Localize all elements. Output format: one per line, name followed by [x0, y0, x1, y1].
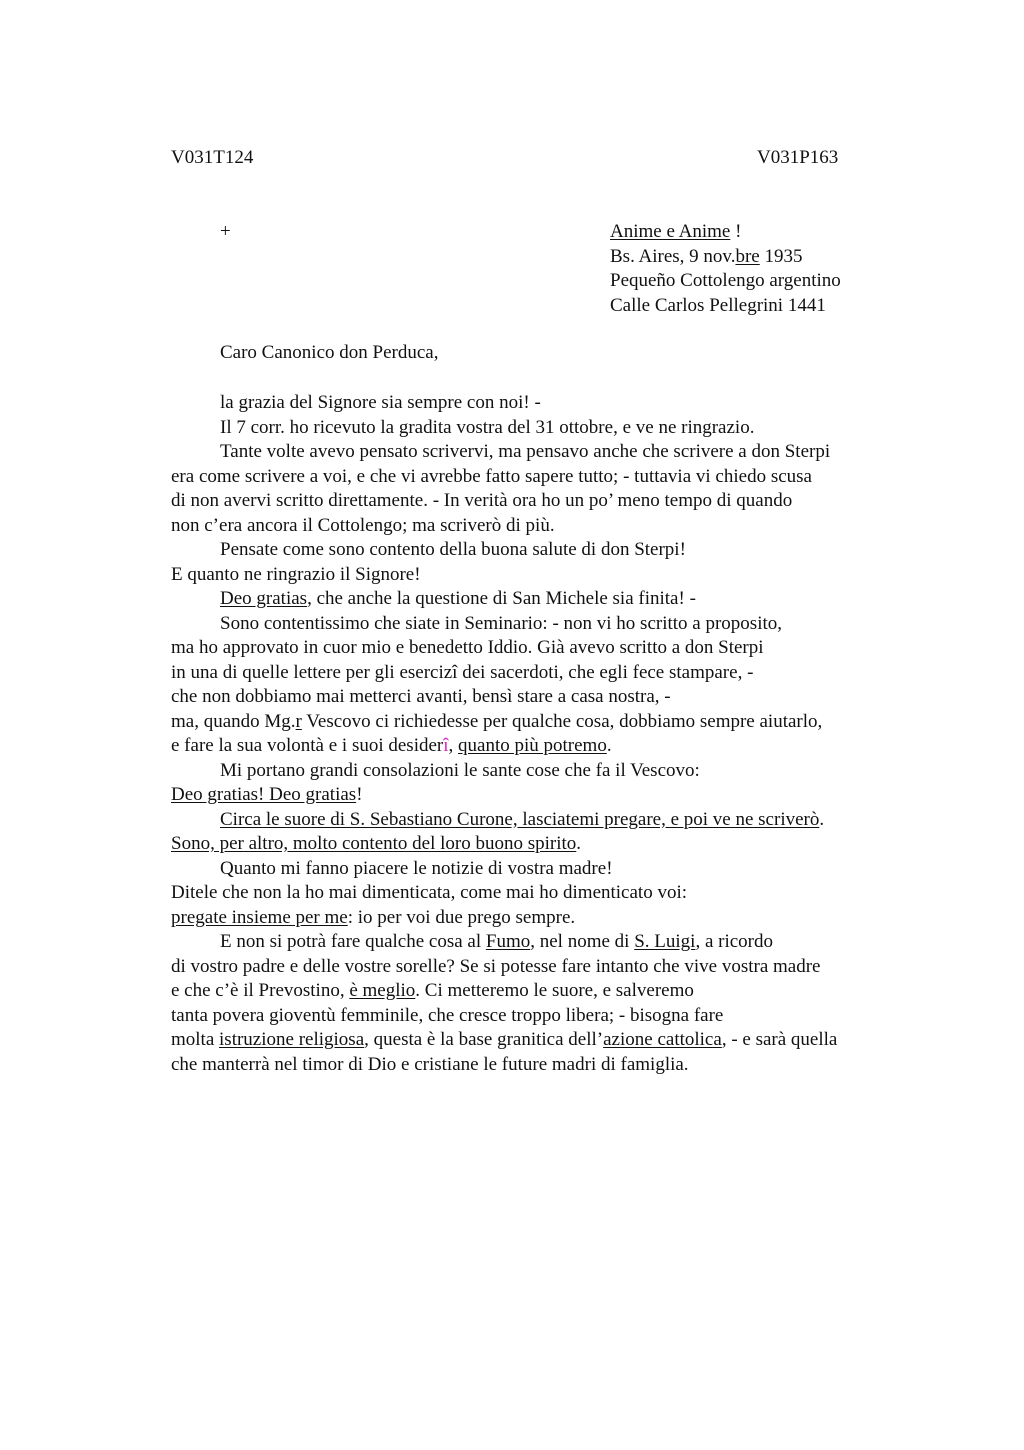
street-line: Calle Carlos Pellegrini 1441 — [610, 294, 826, 316]
text-line: pregate insieme per me: io per voi due prego sempre. — [171, 906, 576, 928]
text-line: Pensate come sono contento della buona salute di don Sterpi! — [220, 539, 686, 560]
text-line: Circa le suore di S. Sebastiano Curone, lasciatemi pregare, e poi ve ne scriverò. — [220, 808, 825, 830]
text-line: Ditele che non la ho mai dimenticata, come mai ho dimenticato voi: — [171, 882, 688, 903]
cross-mark: + — [220, 221, 231, 242]
text-line: in una di quelle lettere per gli esercizî dei sacerdoti, che egli fece stampare, - — [171, 661, 754, 683]
text-line: Il 7 corr. ho ricevuto la gradita vostra del 31 ottobre, e ve ne ringrazio. — [220, 416, 755, 438]
text-line: ma ho approvato in cuor mio e benedetto Iddio. Già avevo scritto a don Sterpi — [171, 637, 764, 658]
address-block — [610, 220, 841, 318]
text-line: Quanto mi fanno piacere le notizie di vostra madre! — [220, 857, 613, 879]
text-line: non c’era ancora il Cottolengo; ma scriverò di più. — [171, 514, 555, 536]
text-line: ma, quando Mg.r Vescovo ci richiedesse per qualche cosa, dobbiamo sempre aiutarlo, — [171, 710, 823, 732]
text-line: Sono, per altro, molto contento del loro buono spirito. — [171, 833, 582, 854]
text-line: molta istruzione religiosa, questa è la base granitica dell’azione cattolica, - e sarà quella — [171, 1029, 838, 1050]
text-line: Deo gratias! Deo gratias! — [171, 784, 363, 805]
text-line: Sono contentissimo che siate in Seminario: - non vi ho scritto a proposito, — [220, 612, 783, 634]
date-line: Bs. Aires, 9 nov.bre 1935 — [610, 245, 803, 267]
text-line: di non avervi scritto direttamente. - In verità ora ho un po’ meno tempo di quando — [171, 490, 793, 511]
doc-code-right: V031P163 — [757, 147, 839, 168]
text-line: che non dobbiamo mai metterci avanti, bensì stare a casa nostra, - — [171, 686, 671, 707]
text-line: e fare la sua volontà e i suoi desiderî, quanto più potremo. — [171, 735, 612, 756]
text-line: e che c’è il Prevostino, è meglio. Ci metteremo le suore, e salveremo — [171, 980, 694, 1001]
text-line: la grazia del Signore sia sempre con noi! - — [220, 392, 541, 413]
text-line: Tante volte avevo pensato scrivervi, ma pensavo anche che scrivere a don Sterpi — [220, 441, 831, 462]
doc-code-left: V031T124 — [171, 147, 254, 168]
text-line: E quanto ne ringrazio il Signore! — [171, 563, 421, 585]
motto-line: Anime e Anime ! — [610, 221, 742, 242]
motto: Anime e Anime — [610, 221, 731, 242]
text-line: era come scrivere a voi, e che vi avrebbe fatto sapere tutto; - tuttavia vi chiedo scusa — [171, 465, 812, 487]
salutation: Caro Canonico don Perduca, — [220, 342, 439, 363]
letter-body — [171, 391, 931, 1077]
institution-line: Pequeño Cottolengo argentino — [610, 270, 841, 291]
text-line: tanta povera gioventù femminile, che cresce troppo libera; - bisogna fare — [171, 1004, 724, 1026]
text-line: Deo gratias, che anche la questione di San Michele sia finita! - — [220, 588, 696, 609]
text-line: che manterrà nel timor di Dio e cristiane le future madri di famiglia. — [171, 1053, 689, 1075]
text-line: di vostro padre e delle vostre sorelle? Se si potesse fare intanto che vive vostra madre — [171, 955, 821, 977]
text-line: Mi portano grandi consolazioni le sante cose che fa il Vescovo: — [220, 759, 700, 781]
circumflex-mark: î — [443, 735, 449, 756]
text-line: E non si potrà fare qualche cosa al Fumo, nel nome di S. Luigi, a ricordo — [220, 931, 773, 952]
